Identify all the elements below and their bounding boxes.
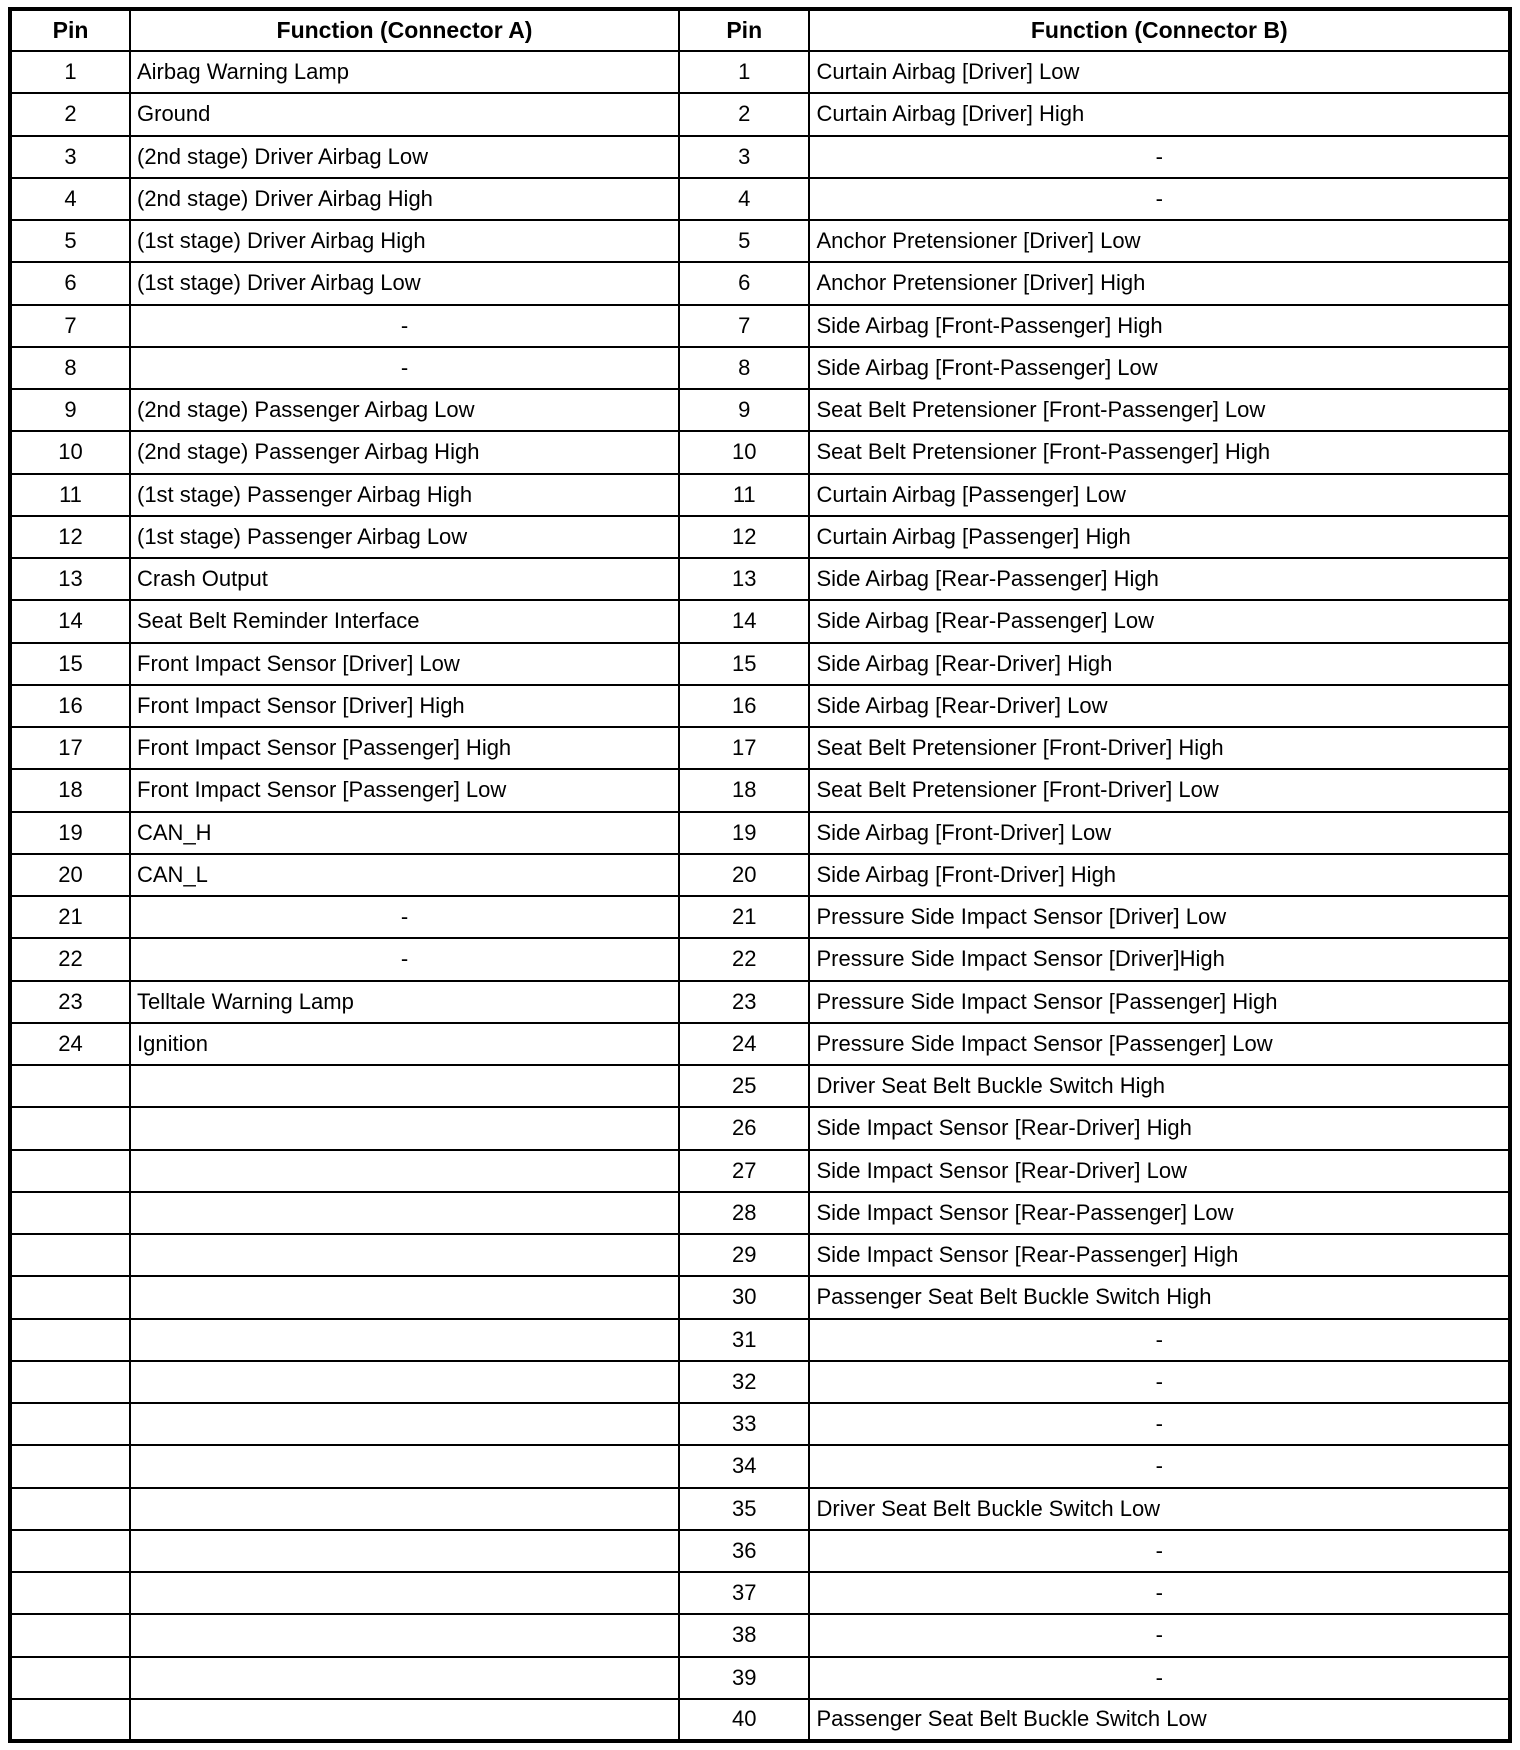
pin-b-cell: 37 [679, 1572, 810, 1614]
table-row [10, 1276, 1510, 1318]
table-row [10, 1614, 1510, 1656]
function-b-cell: Driver Seat Belt Buckle Switch Low [809, 1488, 1510, 1530]
pin-b-cell: 1 [679, 51, 810, 93]
function-a-cell: Front Impact Sensor [Driver] Low [130, 643, 679, 685]
table-row [10, 431, 1510, 473]
pin-a-cell [10, 1699, 130, 1741]
pin-b-cell: 22 [679, 938, 810, 980]
pin-a-cell [10, 1445, 130, 1487]
pin-a-cell: 10 [10, 431, 130, 473]
function-b-cell: Curtain Airbag [Passenger] High [809, 516, 1510, 558]
function-b-cell: - [809, 1614, 1510, 1656]
pin-a-cell: 22 [10, 938, 130, 980]
function-a-cell [130, 1192, 679, 1234]
pin-b-cell: 5 [679, 220, 810, 262]
function-a-cell: CAN_L [130, 854, 679, 896]
function-b-cell: Side Airbag [Rear-Passenger] Low [809, 600, 1510, 642]
pin-b-cell: 14 [679, 600, 810, 642]
pin-b-cell: 31 [679, 1319, 810, 1361]
pin-a-cell: 15 [10, 643, 130, 685]
pin-b-cell: 9 [679, 389, 810, 431]
table-row [10, 1234, 1510, 1276]
pin-a-cell: 12 [10, 516, 130, 558]
pin-a-cell: 20 [10, 854, 130, 896]
table-row [10, 347, 1510, 389]
function-a-cell [130, 1065, 679, 1107]
header-function-a: Function (Connector A) [130, 9, 679, 51]
function-a-cell: (1st stage) Driver Airbag High [130, 220, 679, 262]
pin-a-cell: 6 [10, 262, 130, 304]
pin-b-cell: 39 [679, 1657, 810, 1699]
function-b-cell: - [809, 1361, 1510, 1403]
table-row [10, 1445, 1510, 1487]
function-b-cell: Side Impact Sensor [Rear-Passenger] High [809, 1234, 1510, 1276]
pin-a-cell [10, 1657, 130, 1699]
table-row [10, 220, 1510, 262]
function-b-cell: Side Impact Sensor [Rear-Driver] Low [809, 1150, 1510, 1192]
function-b-cell: Side Airbag [Rear-Driver] High [809, 643, 1510, 685]
function-b-cell: Anchor Pretensioner [Driver] Low [809, 220, 1510, 262]
pin-a-cell [10, 1192, 130, 1234]
header-pin-b: Pin [679, 9, 810, 51]
table-row [10, 643, 1510, 685]
pin-b-cell: 4 [679, 178, 810, 220]
function-a-cell: Front Impact Sensor [Driver] High [130, 685, 679, 727]
function-a-cell: (2nd stage) Driver Airbag High [130, 178, 679, 220]
table-row [10, 516, 1510, 558]
table-row [10, 1361, 1510, 1403]
pin-a-cell [10, 1614, 130, 1656]
pin-b-cell: 28 [679, 1192, 810, 1234]
pin-a-cell: 8 [10, 347, 130, 389]
table-row [10, 812, 1510, 854]
pin-b-cell: 7 [679, 305, 810, 347]
header-pin-a: Pin [10, 9, 130, 51]
table-row [10, 1403, 1510, 1445]
pin-b-cell: 32 [679, 1361, 810, 1403]
table-body [10, 51, 1510, 1741]
function-a-cell [130, 1699, 679, 1741]
function-a-cell: Telltale Warning Lamp [130, 981, 679, 1023]
table-row [10, 178, 1510, 220]
function-b-cell: - [809, 136, 1510, 178]
pin-a-cell: 1 [10, 51, 130, 93]
header-function-b: Function (Connector B) [809, 9, 1510, 51]
function-b-cell: - [809, 1530, 1510, 1572]
pin-a-cell [10, 1572, 130, 1614]
pin-b-cell: 21 [679, 896, 810, 938]
function-a-cell [130, 1488, 679, 1530]
function-b-cell: - [809, 1657, 1510, 1699]
table-row [10, 136, 1510, 178]
function-b-cell: - [809, 1445, 1510, 1487]
function-b-cell: Side Airbag [Rear-Driver] Low [809, 685, 1510, 727]
pin-b-cell: 11 [679, 474, 810, 516]
function-a-cell: Front Impact Sensor [Passenger] Low [130, 769, 679, 811]
table-row [10, 938, 1510, 980]
pin-b-cell: 33 [679, 1403, 810, 1445]
pin-a-cell [10, 1107, 130, 1149]
function-b-cell: Pressure Side Impact Sensor [Driver] Low [809, 896, 1510, 938]
pin-a-cell [10, 1150, 130, 1192]
function-b-cell: Curtain Airbag [Passenger] Low [809, 474, 1510, 516]
table-row [10, 51, 1510, 93]
pin-a-cell: 13 [10, 558, 130, 600]
function-a-cell: CAN_H [130, 812, 679, 854]
pin-b-cell: 2 [679, 93, 810, 135]
pin-a-cell [10, 1065, 130, 1107]
pin-b-cell: 3 [679, 136, 810, 178]
table-row [10, 389, 1510, 431]
pin-b-cell: 26 [679, 1107, 810, 1149]
function-a-cell [130, 1361, 679, 1403]
pin-b-cell: 8 [679, 347, 810, 389]
pin-a-cell: 23 [10, 981, 130, 1023]
function-a-cell: - [130, 938, 679, 980]
pin-a-cell: 14 [10, 600, 130, 642]
function-b-cell: Side Airbag [Front-Driver] High [809, 854, 1510, 896]
table-row [10, 1319, 1510, 1361]
pin-b-cell: 27 [679, 1150, 810, 1192]
function-b-cell: Side Airbag [Rear-Passenger] High [809, 558, 1510, 600]
pin-a-cell: 16 [10, 685, 130, 727]
pin-a-cell: 19 [10, 812, 130, 854]
pin-b-cell: 19 [679, 812, 810, 854]
function-a-cell: Crash Output [130, 558, 679, 600]
pin-b-cell: 29 [679, 1234, 810, 1276]
function-a-cell [130, 1530, 679, 1572]
pin-b-cell: 10 [679, 431, 810, 473]
pin-b-cell: 30 [679, 1276, 810, 1318]
function-a-cell [130, 1150, 679, 1192]
table-row [10, 1150, 1510, 1192]
table-row [10, 1192, 1510, 1234]
function-a-cell [130, 1572, 679, 1614]
pin-b-cell: 12 [679, 516, 810, 558]
pin-b-cell: 36 [679, 1530, 810, 1572]
function-b-cell: Pressure Side Impact Sensor [Driver]High [809, 938, 1510, 980]
function-a-cell: - [130, 305, 679, 347]
function-b-cell: Pressure Side Impact Sensor [Passenger] Low [809, 1023, 1510, 1065]
function-b-cell: - [809, 1319, 1510, 1361]
table-row [10, 896, 1510, 938]
function-b-cell: Side Impact Sensor [Rear-Driver] High [809, 1107, 1510, 1149]
pin-a-cell [10, 1319, 130, 1361]
pin-a-cell [10, 1361, 130, 1403]
pin-a-cell: 9 [10, 389, 130, 431]
pin-a-cell [10, 1488, 130, 1530]
pin-a-cell [10, 1276, 130, 1318]
function-b-cell: Passenger Seat Belt Buckle Switch Low [809, 1699, 1510, 1741]
pin-b-cell: 24 [679, 1023, 810, 1065]
table-row [10, 854, 1510, 896]
table-row [10, 1572, 1510, 1614]
pin-b-cell: 18 [679, 769, 810, 811]
table-row [10, 1488, 1510, 1530]
table-row [10, 1699, 1510, 1741]
pin-a-cell: 3 [10, 136, 130, 178]
function-a-cell: Airbag Warning Lamp [130, 51, 679, 93]
table-row [10, 93, 1510, 135]
pin-b-cell: 40 [679, 1699, 810, 1741]
pin-a-cell [10, 1234, 130, 1276]
function-a-cell: (2nd stage) Passenger Airbag High [130, 431, 679, 473]
function-b-cell: Seat Belt Pretensioner [Front-Driver] Low [809, 769, 1510, 811]
function-b-cell: Seat Belt Pretensioner [Front-Passenger] High [809, 431, 1510, 473]
pin-a-cell: 7 [10, 305, 130, 347]
function-a-cell: - [130, 896, 679, 938]
function-a-cell [130, 1403, 679, 1445]
function-a-cell [130, 1319, 679, 1361]
function-b-cell: Side Impact Sensor [Rear-Passenger] Low [809, 1192, 1510, 1234]
function-b-cell: Anchor Pretensioner [Driver] High [809, 262, 1510, 304]
function-a-cell [130, 1445, 679, 1487]
pin-a-cell: 24 [10, 1023, 130, 1065]
function-a-cell: (2nd stage) Driver Airbag Low [130, 136, 679, 178]
pin-b-cell: 35 [679, 1488, 810, 1530]
function-a-cell [130, 1234, 679, 1276]
function-a-cell [130, 1276, 679, 1318]
table-row [10, 685, 1510, 727]
function-a-cell: (1st stage) Passenger Airbag High [130, 474, 679, 516]
function-a-cell: (1st stage) Passenger Airbag Low [130, 516, 679, 558]
function-a-cell: (1st stage) Driver Airbag Low [130, 262, 679, 304]
function-b-cell: Side Airbag [Front-Passenger] High [809, 305, 1510, 347]
function-b-cell: Seat Belt Pretensioner [Front-Driver] High [809, 727, 1510, 769]
pin-b-cell: 34 [679, 1445, 810, 1487]
pin-a-cell: 11 [10, 474, 130, 516]
pin-a-cell [10, 1403, 130, 1445]
table-row [10, 727, 1510, 769]
pin-a-cell: 4 [10, 178, 130, 220]
table-row [10, 1107, 1510, 1149]
function-a-cell [130, 1657, 679, 1699]
function-a-cell: Seat Belt Reminder Interface [130, 600, 679, 642]
pin-b-cell: 23 [679, 981, 810, 1023]
pin-a-cell: 21 [10, 896, 130, 938]
table-row [10, 1065, 1510, 1107]
header-row [10, 9, 1510, 51]
pin-a-cell: 5 [10, 220, 130, 262]
function-a-cell [130, 1107, 679, 1149]
function-a-cell: (2nd stage) Passenger Airbag Low [130, 389, 679, 431]
table-row [10, 474, 1510, 516]
table-row [10, 981, 1510, 1023]
pin-b-cell: 16 [679, 685, 810, 727]
pin-b-cell: 13 [679, 558, 810, 600]
pin-a-cell: 18 [10, 769, 130, 811]
function-b-cell: - [809, 1403, 1510, 1445]
function-b-cell: Side Airbag [Front-Passenger] Low [809, 347, 1510, 389]
pin-b-cell: 20 [679, 854, 810, 896]
table-row [10, 1530, 1510, 1572]
pin-b-cell: 38 [679, 1614, 810, 1656]
function-b-cell: Pressure Side Impact Sensor [Passenger] High [809, 981, 1510, 1023]
pin-b-cell: 25 [679, 1065, 810, 1107]
table-row [10, 1657, 1510, 1699]
function-b-cell: Side Airbag [Front-Driver] Low [809, 812, 1510, 854]
function-b-cell: Driver Seat Belt Buckle Switch High [809, 1065, 1510, 1107]
table-row [10, 600, 1510, 642]
function-a-cell: Front Impact Sensor [Passenger] High [130, 727, 679, 769]
table-row [10, 262, 1510, 304]
table-row [10, 558, 1510, 600]
function-b-cell: - [809, 178, 1510, 220]
function-a-cell: Ground [130, 93, 679, 135]
pin-a-cell: 2 [10, 93, 130, 135]
function-a-cell: Ignition [130, 1023, 679, 1065]
pin-a-cell [10, 1530, 130, 1572]
pin-b-cell: 15 [679, 643, 810, 685]
function-a-cell: - [130, 347, 679, 389]
table-row [10, 305, 1510, 347]
function-b-cell: Seat Belt Pretensioner [Front-Passenger] Low [809, 389, 1510, 431]
function-b-cell: Curtain Airbag [Driver] High [809, 93, 1510, 135]
function-b-cell: Passenger Seat Belt Buckle Switch High [809, 1276, 1510, 1318]
pin-b-cell: 17 [679, 727, 810, 769]
pin-a-cell: 17 [10, 727, 130, 769]
connector-pinout-table [8, 7, 1512, 1743]
table-row [10, 1023, 1510, 1065]
pin-b-cell: 6 [679, 262, 810, 304]
table-row [10, 769, 1510, 811]
function-a-cell [130, 1614, 679, 1656]
function-b-cell: - [809, 1572, 1510, 1614]
function-b-cell: Curtain Airbag [Driver] Low [809, 51, 1510, 93]
